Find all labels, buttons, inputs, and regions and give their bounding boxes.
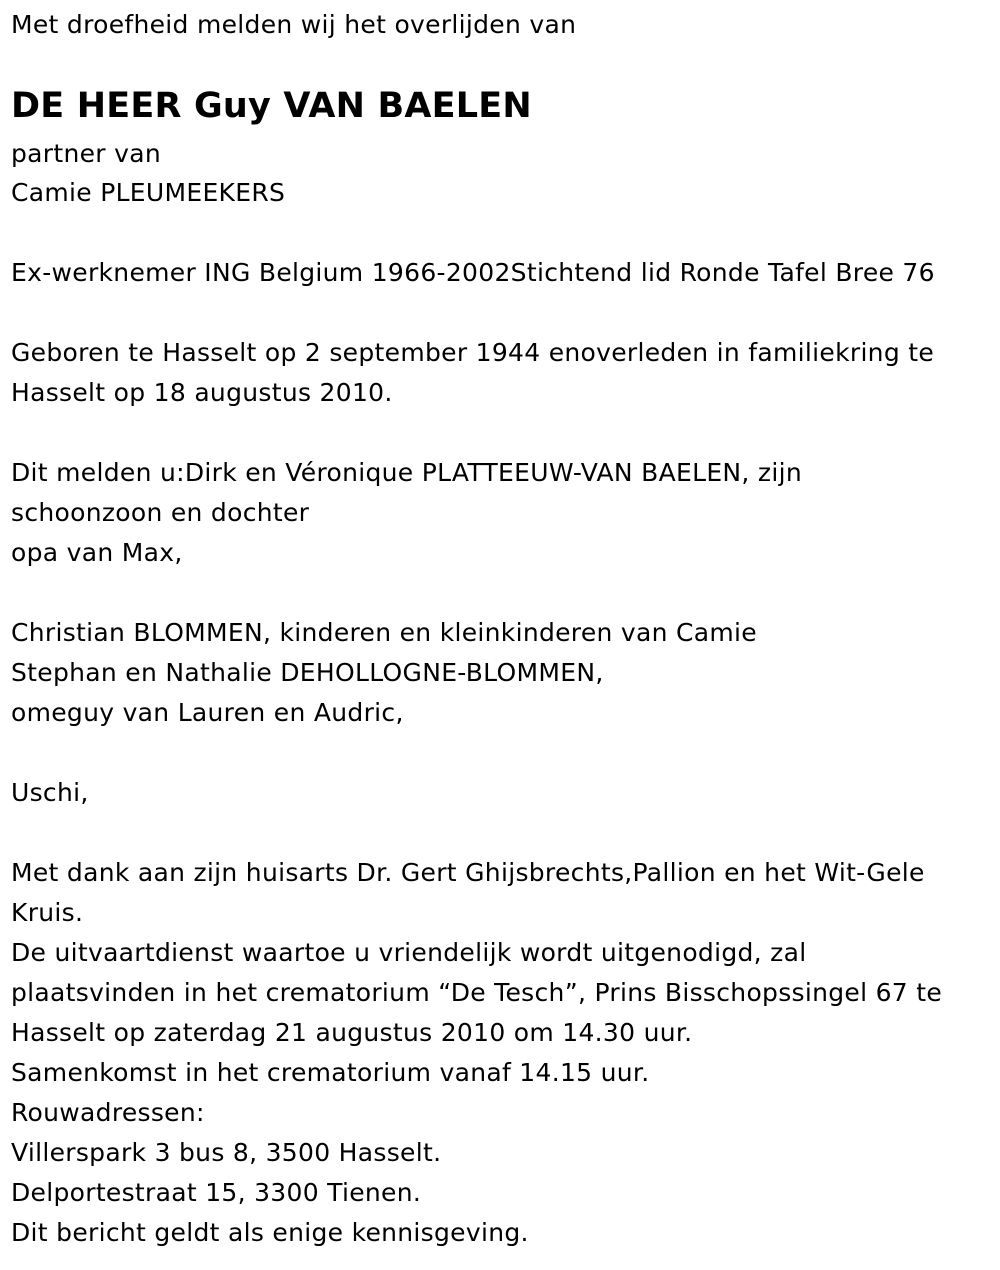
partner-label: partner van (11, 139, 161, 168)
family-line-5: Stephan en Nathalie DEHOLLOGNE-BLOMMEN, (11, 658, 604, 687)
family-line-4: Christian BLOMMEN, kinderen en kleinkinderen van Camie (11, 618, 757, 647)
service-line-4: Samenkomst in het crematorium vanaf 14.15 uur. (11, 1058, 650, 1087)
career-text: Ex-werknemer ING Belgium 1966-2002Stichtend lid Ronde Tafel Bree 76 (11, 258, 935, 287)
family-line-1: Dit melden u:Dirk en Véronique PLATTEEUW-VAN BAELEN, zijn (11, 458, 802, 487)
family-line-2: schoonzoon en dochter (11, 498, 310, 527)
family-line-6: omeguy van Lauren en Audric, (11, 698, 404, 727)
service-line-2: plaatsvinden in het crematorium “De Tesch”, Prins Bisschopssingel 67 te (11, 978, 943, 1007)
address-1: Villerspark 3 bus 8, 3500 Hasselt. (11, 1138, 442, 1167)
intro-text: Met droefheid melden wij het overlijden van (11, 10, 577, 39)
birth-line-1: Geboren te Hasselt op 2 september 1944 enoverleden in familiekring te (11, 338, 935, 367)
closing-text: Dit bericht geldt als enige kennisgeving. (11, 1218, 529, 1247)
address-2: Delportestraat 15, 3300 Tienen. (11, 1178, 422, 1207)
birth-line-2: Hasselt op 18 augustus 2010. (11, 378, 393, 407)
family-line-7: Uschi, (11, 778, 89, 807)
thanks-line-2: Kruis. (11, 898, 84, 927)
deceased-name: DE HEER Guy VAN BAELEN (11, 86, 532, 126)
address-label: Rouwadressen: (11, 1098, 205, 1127)
thanks-line-1: Met dank aan zijn huisarts Dr. Gert Ghijsbrechts,Pallion en het Wit-Gele (11, 858, 925, 887)
family-line-3: opa van Max, (11, 538, 183, 567)
service-line-1: De uitvaartdienst waartoe u vriendelijk wordt uitgenodigd, zal (11, 938, 807, 967)
partner-name: Camie PLEUMEEKERS (11, 178, 286, 207)
service-line-3: Hasselt op zaterdag 21 augustus 2010 om 14.30 uur. (11, 1018, 693, 1047)
